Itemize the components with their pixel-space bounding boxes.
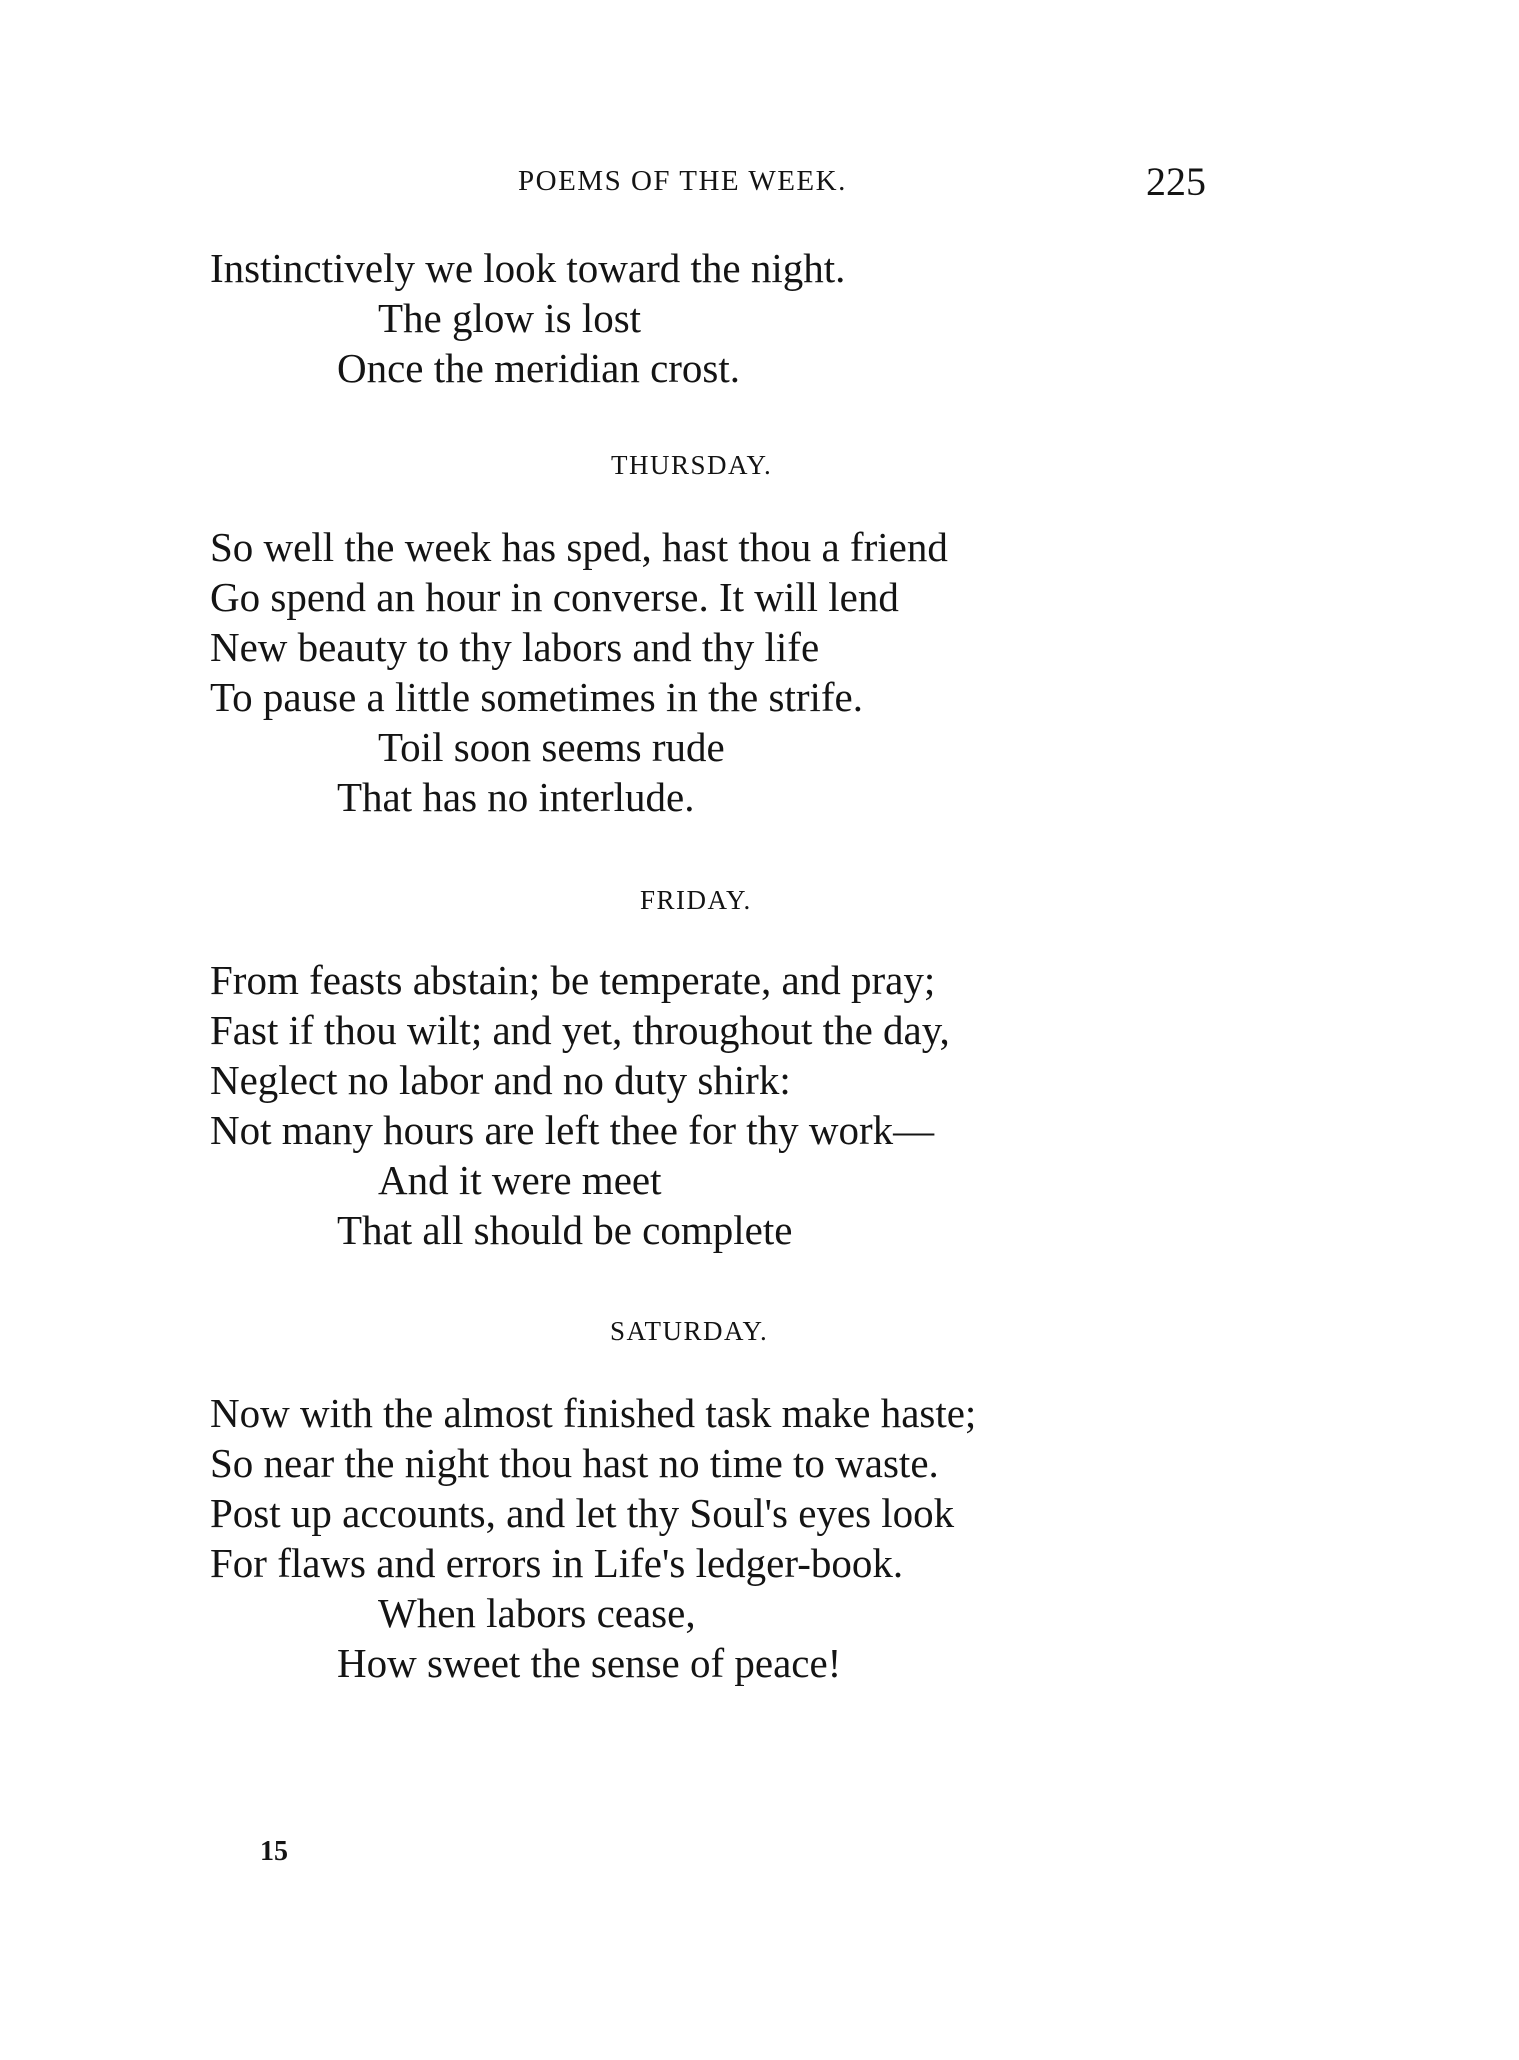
poem-line: Fast if thou wilt; and yet, throughout the day, <box>210 1007 950 1053</box>
poem-line: Instinctively we look toward the night. <box>210 245 846 291</box>
poem-line: Post up accounts, and let thy Soul's eyes look <box>210 1490 955 1536</box>
signature-mark: 15 <box>260 1836 288 1867</box>
poem-line: To pause a little sometimes in the strife. <box>210 674 863 720</box>
page-number: 225 <box>1146 159 1206 204</box>
poem-line: So well the week has sped, hast thou a friend <box>210 524 948 570</box>
poem-line: So near the night thou hast no time to waste. <box>210 1440 939 1486</box>
poem-line: Once the meridian crost. <box>337 345 741 391</box>
poem-line: For flaws and errors in Life's ledger-book. <box>210 1540 904 1586</box>
section-heading-friday: FRIDAY. <box>640 885 752 915</box>
poem-line: Toil soon seems rude <box>378 724 725 770</box>
poem-line: That has no interlude. <box>337 774 695 820</box>
poem-line: The glow is lost <box>378 295 642 341</box>
poem-line: Neglect no labor and no duty shirk: <box>210 1057 791 1103</box>
poem-line: Now with the almost finished task make haste; <box>210 1390 977 1436</box>
running-title: POEMS OF THE WEEK. <box>518 165 847 197</box>
poem-line: When labors cease, <box>378 1590 696 1636</box>
poem-line: From feasts abstain; be temperate, and pray; <box>210 957 936 1003</box>
section-heading-thursday: THURSDAY. <box>611 450 773 480</box>
poem-line: How sweet the sense of peace! <box>337 1640 842 1686</box>
poem-line: Not many hours are left thee for thy work— <box>210 1107 935 1153</box>
section-heading-saturday: SATURDAY. <box>610 1316 769 1346</box>
poem-line: And it were meet <box>378 1157 662 1203</box>
poem-line: That all should be complete <box>337 1207 793 1253</box>
poem-line: New beauty to thy labors and thy life <box>210 624 820 670</box>
poem-line: Go spend an hour in converse. It will lend <box>210 574 899 620</box>
